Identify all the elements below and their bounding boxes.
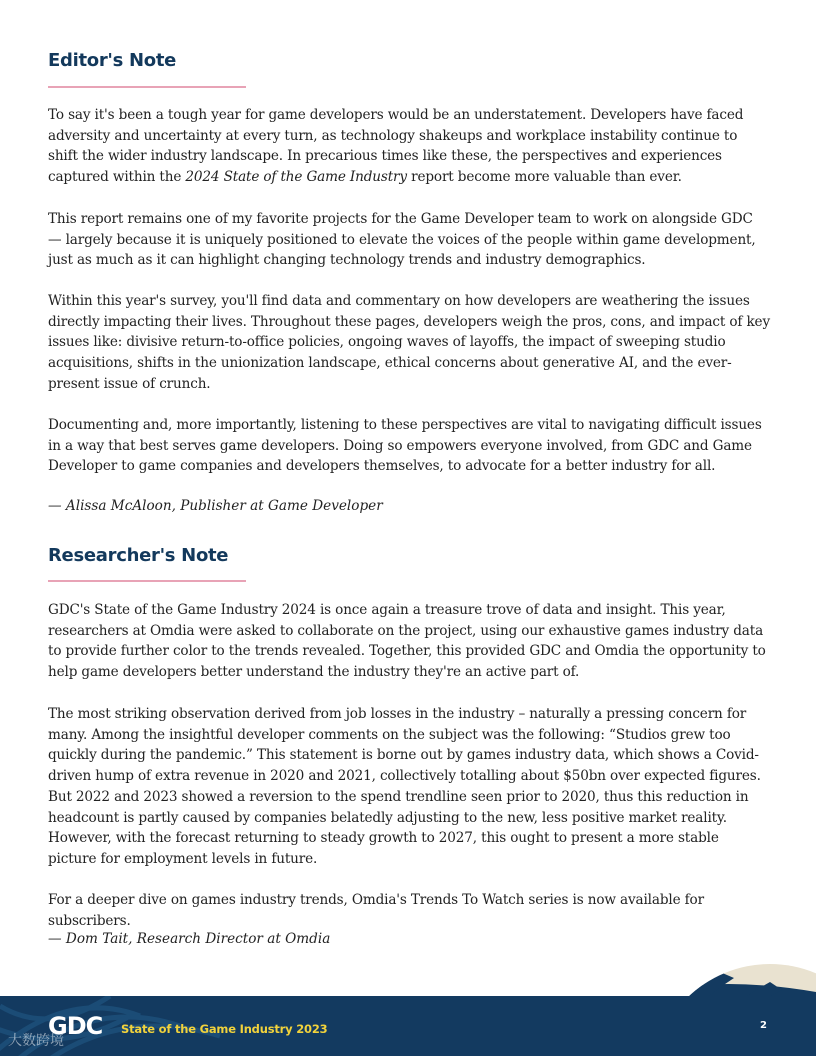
gdc-logo: GDC bbox=[48, 1012, 103, 1040]
editors-note-paragraph: This report remains one of my favorite projects for the Game Developer team to work on alongside GDC — largely because it is uniquely positioned to elevate the voices of the people within game development, just as much as it can highlight changing technology trends and industry demographics. bbox=[48, 211, 756, 269]
watermark-text: 大数跨境 bbox=[8, 1033, 64, 1049]
paragraph-text: report become more valuable than ever. bbox=[406, 169, 682, 186]
editors-note-paragraph: Within this year's survey, you'll find data and commentary on how developers are weathering the issues directly impacting their lives. Throughout these pages, developers weigh the pros, cons, and impact of key issues like: divisive return-to-office policies, ongoing waves of layoffs, the impact of sweeping studio acquisitions, shifts in the unionization landscape, ethical concerns about generative AI, and the ever-present issue of crunch. bbox=[48, 293, 770, 392]
researchers-note-paragraph: The most striking observation derived from job losses in the industry – naturally a pressing concern for many. Among the insightful developer comments on the subject was the following: “Studios grew too quickly during the pandemic.” This statement is borne out by games industry data, which shows a Covid-driven hump of extra revenue in 2020 and 2021, collectively totalling about $50bn over expected figures. But 2022 and 2023 showed a reversion to the spend trendline seen prior to 2020, thus this reduction in headcount is partly caused by companies belatedly adjusting to the new, less positive market reality. However, with the forecast returning to steady growth to 2027, this ought to present a more stable picture for employment levels in future. bbox=[48, 706, 761, 867]
researchers-note-signature: — Dom Tait, Research Director at Omdia bbox=[48, 931, 331, 947]
researchers-note-heading: Researcher's Note bbox=[48, 545, 229, 566]
editors-note-paragraph bbox=[48, 105, 770, 188]
page-footer bbox=[0, 996, 816, 1056]
researchers-note-rule bbox=[48, 580, 246, 582]
editors-note-paragraph: Documenting and, more importantly, listening to these perspectives are vital to navigating difficult issues in a way that best serves game developers. Doing so empowers everyone involved, from GDC and Game Developer to game companies and developers themselves, to advocate for a better industry for all. bbox=[48, 417, 762, 475]
report-title-italic: 2024 State of the Game Industry bbox=[185, 169, 407, 186]
paragraph-text: To say it's been a tough year for game developers would be an understatement. Developers have faced adversity and uncertainty at every turn, as technology shakeups and workplace instability continue to shift the wider industry landscape. In precarious times like these, the perspectives and experiences captured within the bbox=[48, 107, 744, 186]
editors-note-heading: Editor's Note bbox=[48, 50, 177, 71]
editors-note-rule bbox=[48, 86, 246, 88]
footer-report-title: State of the Game Industry 2023 bbox=[121, 1022, 328, 1036]
researchers-note-paragraph: GDC's State of the Game Industry 2024 is once again a treasure trove of data and insight. This year, researchers at Omdia were asked to collaborate on the project, using our exhaustive games industry data to provide further color to the trends revealed. Together, this provided GDC and Omdia the opportunity to help game developers better understand the industry they're an active part of. bbox=[48, 602, 766, 681]
editors-note-signature: — Alissa McAloon, Publisher at Game Developer bbox=[48, 498, 383, 514]
researchers-note-paragraph: For a deeper dive on games industry trends, Omdia's Trends To Watch series is now available for subscribers. bbox=[48, 892, 704, 929]
page-number: 2 bbox=[760, 1020, 767, 1031]
